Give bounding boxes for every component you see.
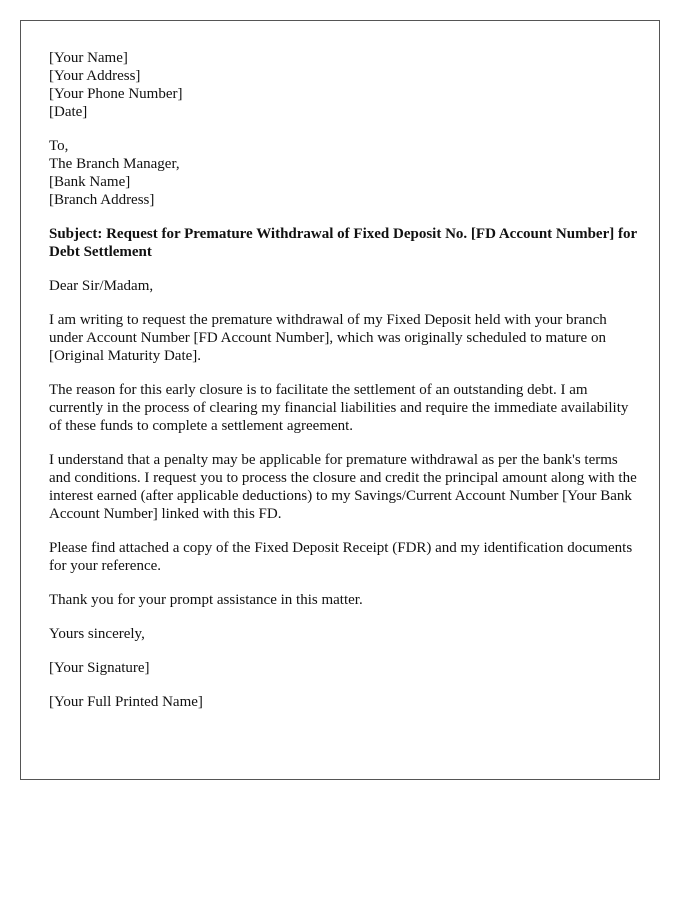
- sender-phone: [Your Phone Number]: [49, 86, 183, 102]
- recipient-block: [49, 137, 639, 209]
- letter-page: [20, 20, 660, 780]
- letter-body: [49, 49, 639, 711]
- body-paragraph-5: Thank you for your prompt assistance in this matter.: [49, 592, 363, 608]
- closing: Yours sincerely,: [49, 626, 145, 642]
- body-paragraph-1: I am writing to request the premature withdrawal of my Fixed Deposit held with your branch under Account Number [FD Account Number], which was originally scheduled to mature on [Original Maturity Date].: [49, 312, 607, 364]
- body-paragraph-3: I understand that a penalty may be applicable for premature withdrawal as per the bank's terms and conditions. I request you to process the closure and credit the principal amount along with the interest earned (after applicable deductions) to my Savings/Current Account Number [Your Bank Account Number] linked with this FD.: [49, 452, 637, 522]
- sender-address: [Your Address]: [49, 68, 141, 84]
- sender-name: [Your Name]: [49, 50, 128, 66]
- salutation: Dear Sir/Madam,: [49, 278, 154, 294]
- body-paragraph-2: The reason for this early closure is to facilitate the settlement of an outstanding debt. I am currently in the process of clearing my financial liabilities and require the immediate availability of these funds to complete a settlement agreement.: [49, 382, 629, 434]
- recipient-to: To,: [49, 138, 69, 154]
- printed-name: [Your Full Printed Name]: [49, 694, 203, 710]
- recipient-title: The Branch Manager,: [49, 156, 180, 172]
- body-paragraph-4: Please find attached a copy of the Fixed Deposit Receipt (FDR) and my identification documents for your reference.: [49, 540, 633, 574]
- recipient-branch-address: [Branch Address]: [49, 192, 155, 208]
- sender-block: [49, 49, 639, 121]
- letter-subject: Subject: Request for Premature Withdrawal of Fixed Deposit No. [FD Account Number] for Debt Settlement: [49, 226, 637, 260]
- signature-placeholder: [Your Signature]: [49, 660, 150, 676]
- letter-date: [Date]: [49, 104, 88, 120]
- recipient-bank: [Bank Name]: [49, 174, 131, 190]
